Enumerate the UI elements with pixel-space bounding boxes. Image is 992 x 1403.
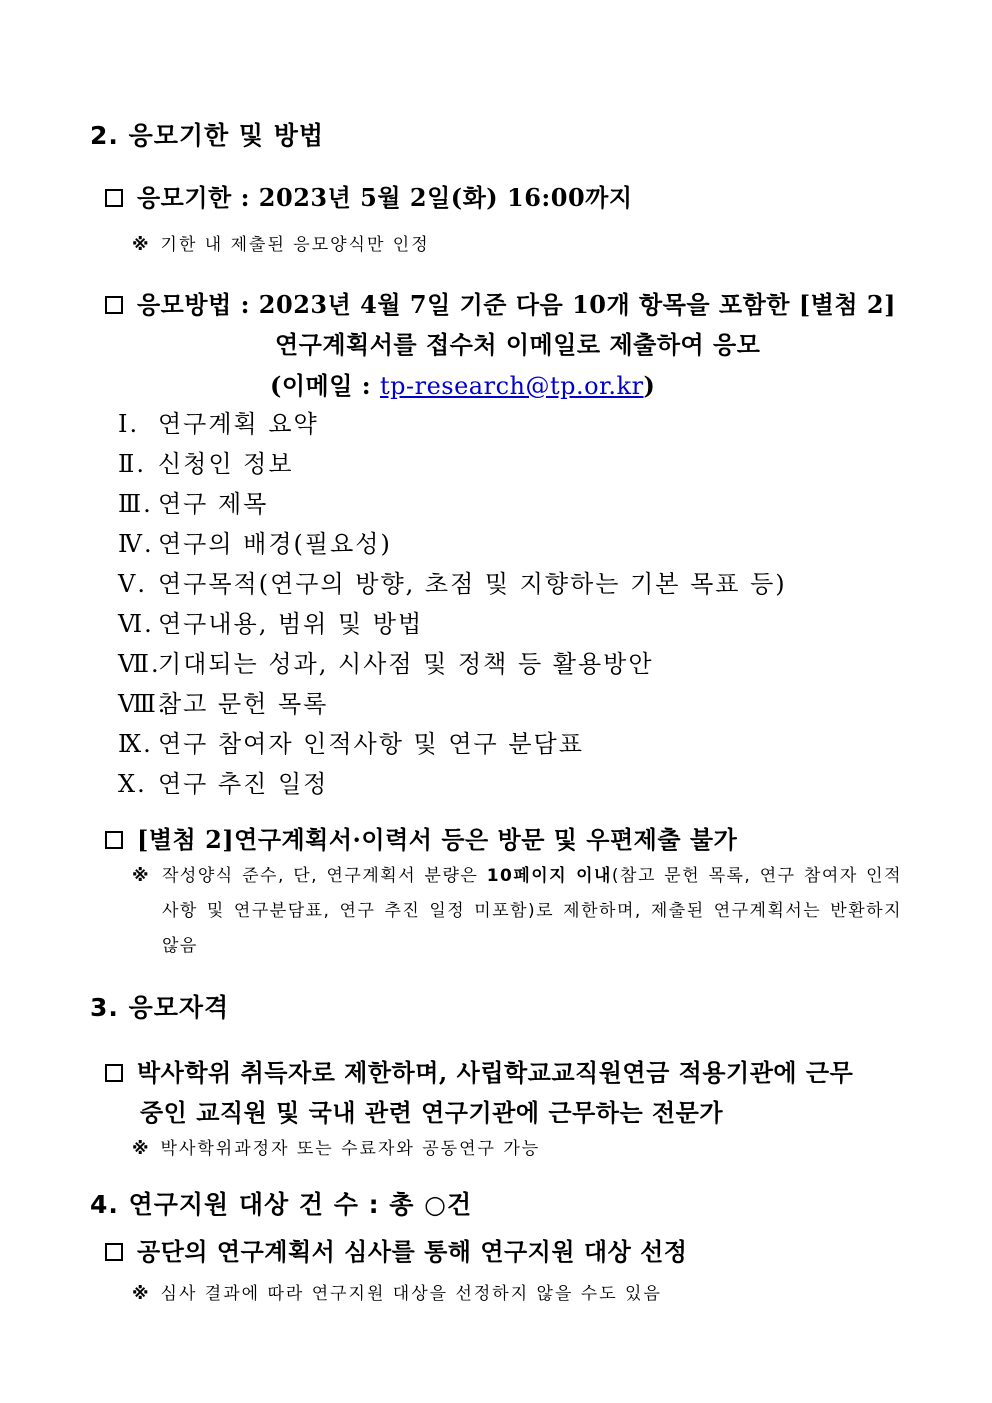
roman-numeral: Ⅷ.: [118, 690, 168, 718]
selection-note: [132, 1279, 662, 1304]
email-line: [270, 366, 655, 401]
checkbox-square-icon: [105, 1064, 123, 1082]
selection-note-text: 심사 결과에 따라 연구지원 대상을 선정하지 않을 수도 있음: [160, 1284, 662, 1304]
visit-line: [105, 820, 737, 855]
qualification-note: [132, 1134, 540, 1159]
roman-numeral: Ⅶ.: [118, 650, 161, 678]
visit-note-b: (참고 문헌 목록, 연구 참여자 인적사항 및 연구분담표, 연구 추진 일정 미포함)로 제한하며, 제출된 연구계획서는 반환하지 않음: [162, 866, 903, 956]
list-item-text: 연구의 배경(필요성): [158, 530, 392, 558]
list-item: [118, 484, 268, 519]
list-item-text: 연구 참여자 인적사항 및 연구 분담표: [158, 730, 584, 758]
list-item: [118, 684, 328, 719]
reference-mark-icon: ※: [132, 1284, 151, 1304]
checkbox-square-icon: [105, 296, 123, 314]
visit-note-bold: 10페이지 이내: [486, 866, 612, 886]
section-2-title: 2. 응모기한 및 방법: [90, 121, 325, 150]
email-suffix: ): [643, 371, 656, 400]
list-item: [118, 404, 319, 439]
checkbox-square-icon: [105, 831, 123, 849]
roman-numeral: Ⅰ.: [118, 410, 140, 438]
list-item: [118, 764, 328, 799]
list-item: [118, 564, 787, 599]
list-item-text: 연구 제목: [158, 490, 269, 518]
list-item-text: 연구 추진 일정: [158, 770, 329, 798]
qualification-line-2: 중인 교직원 및 국내 관련 연구기관에 근무하는 전문가: [140, 1098, 724, 1127]
list-item: [118, 444, 294, 479]
method-line-2: 연구계획서를 접수처 이메일로 제출하여 응모: [275, 330, 761, 359]
list-item-text: 신청인 정보: [158, 450, 294, 478]
list-item: [118, 644, 654, 679]
visit-text: [별첨 2]연구계획서·이력서 등은 방문 및 우편제출 불가: [137, 825, 738, 854]
email-prefix: (이메일 :: [270, 371, 380, 400]
deadline-text: 응모기한 : 2023년 5월 2일(화) 16:00까지: [137, 183, 633, 212]
list-item: [118, 604, 423, 639]
list-item-text: 연구목적(연구의 방향, 초점 및 지향하는 기본 목표 등): [158, 570, 787, 598]
checkbox-square-icon: [105, 189, 123, 207]
reference-mark-icon: ※: [132, 235, 151, 255]
list-item: [118, 724, 584, 759]
list-item-text: 연구내용, 범위 및 방법: [158, 610, 424, 638]
email-link[interactable]: tp-research@tp.or.kr: [379, 372, 644, 400]
qualification-line-1: [105, 1053, 853, 1088]
selection-text: 공단의 연구계획서 심사를 통해 연구지원 대상 선정: [137, 1237, 688, 1266]
roman-numeral: Ⅲ.: [118, 490, 153, 518]
method-line-1: [105, 285, 896, 320]
visit-note-mark: [132, 866, 161, 886]
list-item-text: 기대되는 성과, 시사점 및 정책 등 활용방안: [158, 650, 654, 678]
list-item-text: 연구계획 요약: [158, 410, 319, 438]
reference-mark-icon: ※: [132, 866, 151, 886]
visit-note: [162, 859, 902, 964]
roman-numeral: Ⅴ.: [118, 570, 147, 598]
list-item-text: 참고 문헌 목록: [158, 690, 329, 718]
checkbox-square-icon: [105, 1243, 123, 1261]
visit-note-a: 작성양식 준수, 단, 연구계획서 분량은: [162, 866, 487, 886]
list-item: [118, 524, 392, 559]
roman-numeral: Ⅵ.: [118, 610, 154, 638]
qualification-note-text: 박사학위과정자 또는 수료자와 공동연구 가능: [160, 1139, 541, 1159]
roman-numeral: Ⅹ.: [118, 770, 147, 798]
deadline-note-text: 기한 내 제출된 응모양식만 인정: [160, 235, 430, 255]
section-4-title: 4. 연구지원 대상 건 수 : 총 ○건: [90, 1190, 473, 1219]
roman-numeral: Ⅸ.: [118, 730, 153, 758]
deadline-note: [132, 230, 430, 255]
method-text-1: 응모방법 : 2023년 4월 7일 기준 다음 10개 항목을 포함한 [별첨 2]: [137, 290, 896, 319]
selection-line: [105, 1232, 688, 1267]
section-3-title: 3. 응모자격: [90, 993, 230, 1022]
qualification-text-1: 박사학위 취득자로 제한하며, 사립학교교직원연금 적용기관에 근무: [137, 1058, 854, 1087]
deadline-line: [105, 178, 633, 213]
roman-numeral: Ⅳ.: [118, 530, 154, 558]
reference-mark-icon: ※: [132, 1139, 151, 1159]
roman-numeral: Ⅱ.: [118, 450, 146, 478]
